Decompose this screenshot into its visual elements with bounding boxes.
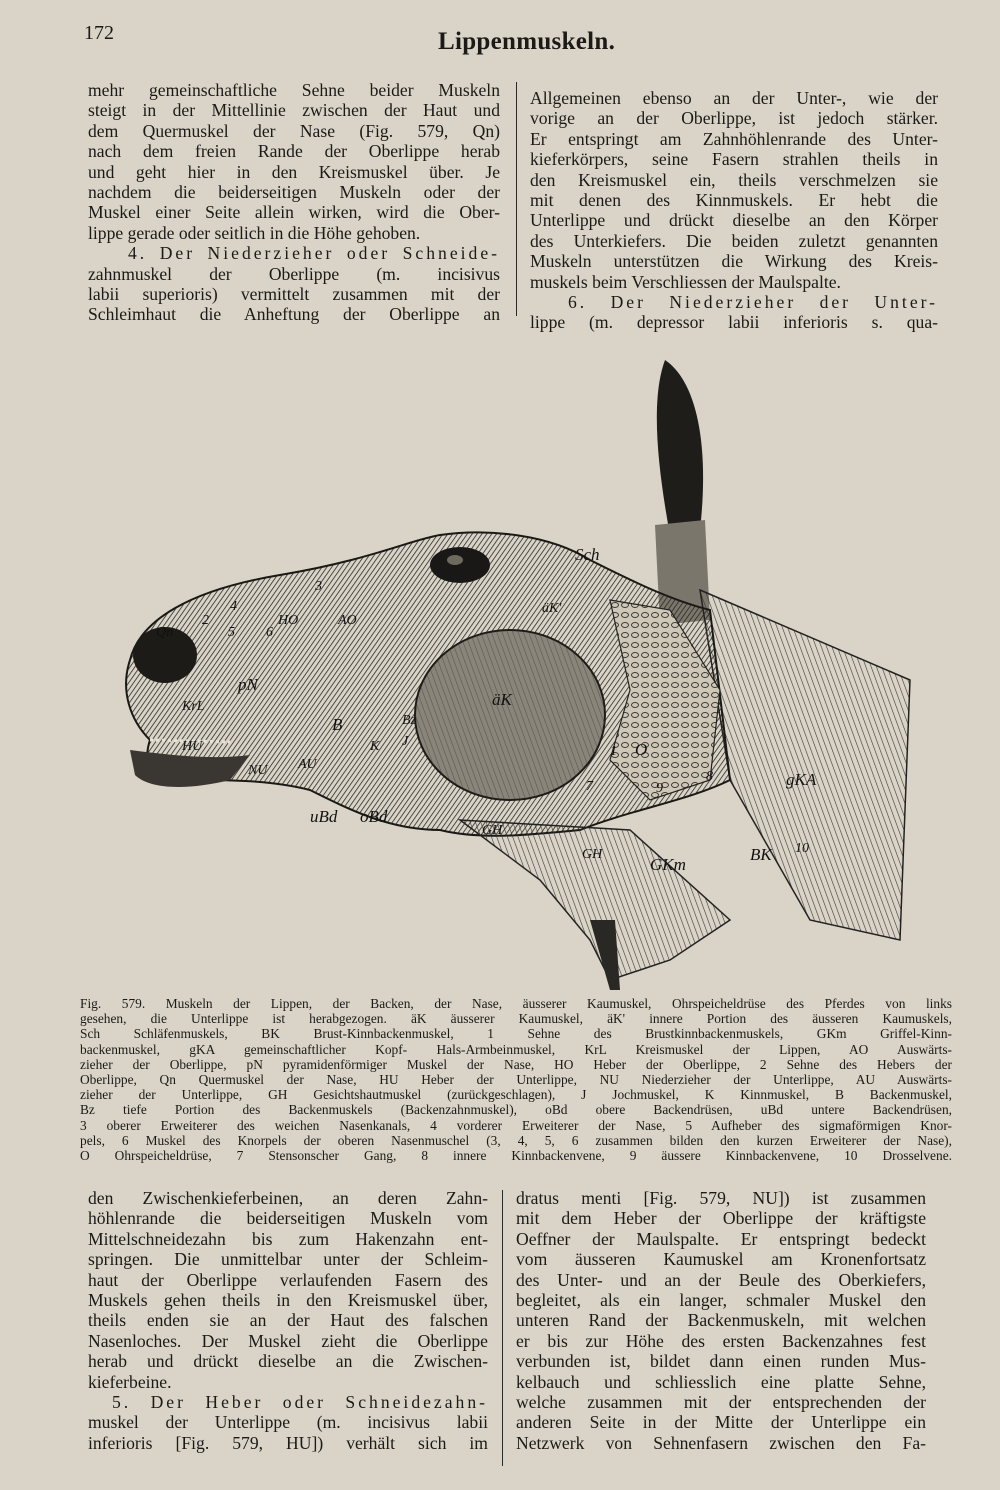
text-line: des Unter- und an der Beule des Oberkiefers, [516, 1269, 926, 1290]
page-header [84, 18, 944, 55]
text-line: unteren Rand der Backenmuskeln, mit welchen [516, 1310, 926, 1331]
text-line: mit dem Heber der Oberlippe der kräftigste [516, 1208, 926, 1229]
figure-label: Qn [156, 625, 174, 640]
text-line: den Zwischenkieferbeinen, an deren Zahn- [88, 1188, 488, 1208]
text-line: Mittelschneidezahn bis zum Hakenzahn ent- [88, 1228, 488, 1249]
caption-line: zieher der Oberlippe, pN pyramidenförmiger Muskel der Nase, HO Heber der Oberlippe, 2 Sehne des Hebers der [80, 1056, 952, 1072]
caption-line: Sch Schläfenmuskels, BK Brust-Kinnbackenmuskel, 1 Sehne des Brustkinnbackenmuskels, GKm Griffel-Kinn- [80, 1026, 952, 1042]
section-heading-line: 5. Der Heber oder Schneidezahn- [112, 1392, 488, 1413]
figure-label: 5 [228, 625, 235, 640]
figure-label: Bz [402, 713, 416, 728]
figure-label: GKm [650, 855, 686, 874]
text-line: labii superioris) vermittelt zusammen mit der [88, 284, 500, 305]
text-line: dem Quermuskel der Nase (Fig. 579, Qn) [88, 120, 500, 141]
text-line: des Unterkiefers. Die beiden zuletzt genannten [530, 230, 938, 251]
text-line: nachdem die beiderseitigen Muskeln oder der [88, 182, 500, 203]
text-line: kieferkörpers, seine Fasern strahlen theils in [530, 149, 938, 170]
throat-tendon-shape [590, 920, 620, 990]
text-line: höhlenrande die beiderseitigen Muskeln vom [88, 1208, 488, 1229]
text-line: inferioris [Fig. 579, HU]) verhält sich im [88, 1432, 488, 1453]
caption-line: Oberlippe, Qn Quermuskel der Nase, HU Heber der Unterlippe, NU Niederzieher der Unterlippe, AU Auswärts- [80, 1072, 952, 1088]
column-rule [502, 1190, 503, 1466]
figure-label: oBd [360, 807, 388, 826]
text-line: anderen Seite in der Mitte der Unterlippe ein [516, 1412, 926, 1433]
caption-line: 3 oberer Erweiterer des weichen Nasenkanals, 4 vorderer Erweiterer der Nase, 5 Aufheber des sigmaförmigen Knor- [80, 1117, 952, 1133]
caption-line: Fig. 579. Muskeln der Lippen, der Backen, der Nase, äusserer Kaumuskel, Ohrspeicheldrüse des Pferdes von links [80, 996, 952, 1011]
caption-line: pels, 6 Muskel des Knorpels der oberen Nasenmuschel (3, 4, 5, 6 zusammen bilden den kurzen Erweiterer der Nase), [80, 1132, 952, 1148]
figure-label: 10 [795, 841, 809, 856]
text-line: nach dem freien Rande der Oberlippe herab [88, 141, 500, 162]
text-line: verbunden ist, bildet dann einen runden Mus- [516, 1351, 926, 1372]
text-line: muskel der Unterlippe (m. incisivus labii [88, 1412, 488, 1433]
ear-shape [657, 360, 703, 535]
figure-label: 8 [706, 769, 713, 784]
text-line: Netzwerk von Sehnenfasern zwischen den Fa- [516, 1432, 926, 1453]
throat-muscle-shape [460, 820, 730, 980]
figure-label: 6 [266, 625, 273, 640]
masseter-hatch-shape [415, 630, 605, 800]
figure-label: AU [298, 757, 317, 772]
text-line: herab und drückt dieselbe an die Zwischen- [88, 1351, 488, 1372]
figure-label: Sch [575, 545, 600, 564]
figure-label: äK' [542, 601, 562, 616]
text-line: zahnmuskel der Oberlippe (m. incisivus [88, 263, 500, 284]
text-line: Nasenloches. Der Muskel zieht die Oberlippe [88, 1330, 488, 1351]
text-column-top-right [530, 88, 938, 333]
caption-line: gesehen, die Unterlippe ist herabgezogen. äK äusserer Kaumuskel, äK' innere Portion des äusseren Kaumuskels, [80, 1011, 952, 1027]
eye-shape [430, 547, 490, 583]
text-line: haut der Oberlippe verlaufenden Fasern des [88, 1269, 488, 1290]
figure-label: KrL [182, 699, 205, 714]
section-heading-line: 4. Der Niederzieher oder Schneide- [128, 243, 500, 264]
text-line: springen. Die unmittelbar unter der Schleim- [88, 1249, 488, 1270]
text-line: und geht hier in den Kreismuskel über. Je [88, 161, 500, 182]
figure-label: gKA [786, 770, 817, 789]
section-heading-line: 6. Der Niederzieher der Unter- [568, 292, 938, 313]
column-rule [516, 82, 517, 316]
text-line: den Kreismuskel ein, theils verschmelzen sie [530, 169, 938, 190]
figure-label: K [370, 739, 380, 754]
figure-label: 1 [610, 744, 617, 759]
neck-muscle-shape [700, 590, 910, 940]
figure-label: O [635, 740, 648, 759]
horse-head-drawing [110, 360, 930, 990]
figure-label: uBd [310, 807, 338, 826]
text-line: mehr gemeinschaftliche Sehne beider Muskeln [88, 80, 500, 100]
text-line: muskels beim Verschliessen der Maulspalte. [530, 271, 841, 292]
caption-line: backenmuskel, gKA gemeinschaftlicher Kopf- Hals-Armbeinmuskel, KrL Kreismuskel der Lippen, AO Auswärts- [80, 1041, 952, 1057]
text-line: kelbauch und schliesslich eine platte Sehne, [516, 1371, 926, 1392]
text-line: theils enden sie an der Haut des falschen [88, 1310, 488, 1331]
figure-label: 4 [230, 599, 237, 614]
text-line: Unterlippe und drückt dieselbe an den Körper [530, 210, 938, 231]
figure-caption [80, 996, 952, 1163]
text-line: Muskeln unterstützen die Wirkung des Kreis- [530, 251, 938, 272]
text-line: mit denen des Kinnmuskels. Er hebt die [530, 190, 938, 211]
figure-horse-head-illustration [110, 360, 930, 990]
text-column-top-left [88, 80, 500, 325]
eye-highlight-shape [447, 555, 463, 565]
text-line: vorige an der Oberlippe, ist jedoch stärker. [530, 108, 938, 129]
figure-label: HO [278, 613, 299, 628]
figure-label: 9 [656, 781, 663, 796]
text-line: Muskel einer Seite allein wirken, wird die Ober- [88, 202, 500, 223]
figure-label: GH [582, 847, 603, 862]
figure-label: GH [482, 823, 503, 838]
text-column-bottom-right [516, 1188, 926, 1453]
figure-label: B [332, 715, 343, 734]
figure-label: NU [248, 763, 268, 778]
caption-line: O Ohrspeicheldrüse, 7 Stensonscher Gang, 8 innere Kinnbackenvene, 9 äussere Kinnbackenvene, 10 Drosselvene. [80, 1148, 952, 1164]
text-line: vom äusseren Kaumuskel am Kronenfortsatz [516, 1249, 926, 1270]
running-head: Lippenmuskeln. [438, 28, 616, 55]
text-line: Oeffner der Maulspalte. Er entspringt bedeckt [516, 1228, 926, 1249]
caption-line: zieher der Unterlippe, GH Gesichtshautmuskel (zurückgeschlagen), J Jochmuskel, K Kinnmuskel, B Backenmuskel, [80, 1087, 952, 1103]
text-line: Schleimhaut die Anheftung der Oberlippe an [88, 304, 500, 325]
text-line: Muskels gehen theils in den Kreismuskel über, [88, 1290, 488, 1311]
text-line: dratus menti [Fig. 579, NU]) ist zusammen [516, 1188, 926, 1208]
caption-line: Bz tiefe Portion des Backenmuskels (Backenzahnmuskel), oBd obere Backendrüsen, uBd untere Backendrüsen, [80, 1102, 952, 1118]
figure-label: pN [238, 675, 258, 694]
text-line: er bis zur Höhe des ersten Backenzahnes fest [516, 1330, 926, 1351]
text-line: begleitet, als ein langer, schmaler Muskel den [516, 1290, 926, 1311]
figure-label: 2 [202, 613, 209, 628]
text-line: Er entspringt am Zahnhöhlenrande des Unter- [530, 128, 938, 149]
figure-label: 3 [315, 579, 322, 594]
text-line: Allgemeinen ebenso an der Unter-, wie der [530, 88, 938, 108]
text-line: steigt in der Mittellinie zwischen der Haut und [88, 100, 500, 121]
figure-label: AO [338, 613, 357, 628]
figure-label: 7 [586, 779, 593, 794]
text-line: welche zusammen mit der entsprechenden der [516, 1392, 926, 1413]
figure-label: BK [750, 845, 772, 864]
figure-label: äK [492, 690, 512, 709]
text-line: lippe (m. depressor labii inferioris s. qua- [530, 312, 938, 333]
text-line: lippe gerade oder seitlich in die Höhe gehoben. [88, 222, 421, 243]
text-line: kieferbeine. [88, 1371, 172, 1392]
figure-label: HU [182, 739, 203, 754]
page-number: 172 [84, 22, 114, 44]
text-column-bottom-left [88, 1188, 488, 1453]
figure-label: J [402, 734, 409, 749]
